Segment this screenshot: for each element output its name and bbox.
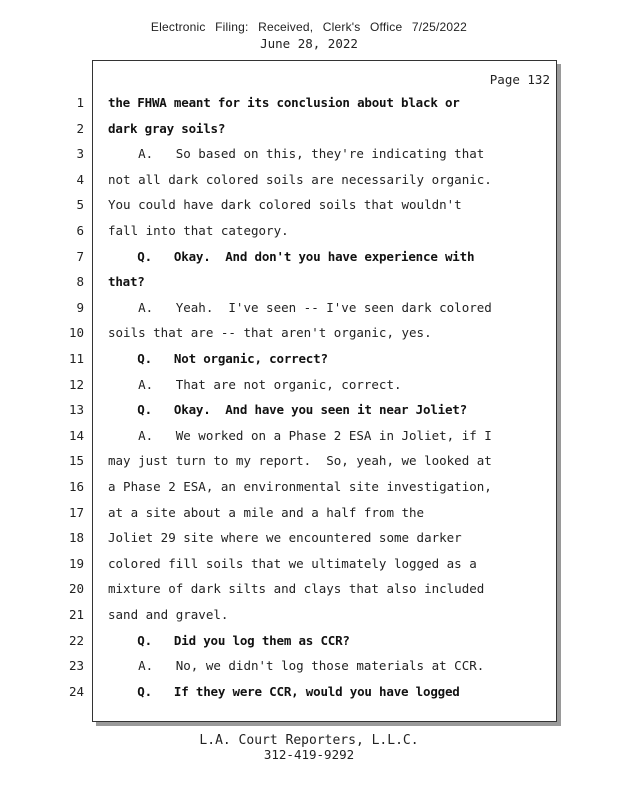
line-number: 7 [76, 248, 84, 264]
transcript-line [0, 346, 618, 372]
transcript-line [0, 397, 618, 423]
line-number: 17 [68, 504, 84, 520]
transcript-line [0, 679, 618, 705]
transcript-line [0, 192, 618, 218]
line-number: 15 [68, 453, 84, 469]
line-text: A. No, we didn't log those materials at CCR. [108, 658, 485, 674]
footer-phone: 312-419-9292 [263, 747, 355, 762]
transcript-line [0, 269, 618, 295]
line-number: 23 [68, 658, 84, 674]
line-text: the FHWA meant for its conclusion about black or [108, 95, 460, 110]
transcript-line [0, 448, 618, 474]
transcript-line [0, 167, 618, 193]
transcript-line [0, 141, 618, 167]
transcript-line [0, 474, 618, 500]
line-text: colored fill soils that we ultimately logged as a [108, 555, 477, 571]
line-number: 5 [76, 197, 84, 213]
line-text: may just turn to my report. So, yeah, we looked at [108, 453, 492, 469]
transcript-line [0, 244, 618, 270]
line-text: Q. If they were CCR, would you have logged [108, 683, 460, 699]
line-number: 3 [76, 146, 84, 162]
transcript-line [0, 576, 618, 602]
transcript-line [0, 423, 618, 449]
transcript-line [0, 551, 618, 577]
transcript-line [0, 525, 618, 551]
line-text: A. That are not organic, correct. [108, 376, 402, 392]
line-text: A. Yeah. I've seen -- I've seen dark colored [108, 299, 492, 315]
transcript-line [0, 116, 618, 142]
page-number: Page 132 [489, 72, 550, 87]
transcript-line [0, 500, 618, 526]
line-text: sand and gravel. [108, 607, 229, 622]
transcript-line [0, 218, 618, 244]
line-number: 8 [76, 274, 84, 290]
line-number: 12 [68, 376, 84, 392]
line-number: 6 [76, 223, 84, 238]
transcript-line [0, 653, 618, 679]
line-number: 24 [68, 683, 84, 699]
line-number: 11 [68, 351, 84, 366]
line-number: 14 [68, 427, 84, 443]
transcript-line [0, 295, 618, 321]
transcript-line [0, 628, 618, 654]
line-text: Q. Okay. And have you seen it near Joliet? [108, 402, 467, 418]
line-text: fall into that category. [108, 223, 289, 238]
line-text: that? [108, 274, 145, 290]
line-number: 16 [68, 479, 84, 494]
line-text: a Phase 2 ESA, an environmental site investigation, [108, 479, 492, 494]
line-number: 19 [68, 555, 84, 571]
line-number: 9 [76, 299, 84, 315]
line-text: Q. Not organic, correct? [108, 351, 328, 366]
line-number: 2 [76, 120, 84, 136]
line-number: 10 [68, 325, 84, 341]
line-number: 21 [68, 607, 84, 622]
deposition-date: June 28, 2022 [260, 36, 358, 51]
line-text: Joliet 29 site where we encountered some darker [108, 530, 462, 546]
line-text: at a site about a mile and a half from the [108, 504, 425, 520]
line-text: mixture of dark silts and clays that also included [108, 581, 485, 597]
line-text: soils that are -- that aren't organic, yes. [108, 325, 432, 341]
transcript-line [0, 602, 618, 628]
transcript-line [0, 90, 618, 116]
line-text: A. So based on this, they're indicating that [108, 146, 485, 162]
transcript-line [0, 372, 618, 398]
line-number: 18 [68, 530, 84, 546]
line-number: 20 [68, 581, 84, 597]
line-text: Q. Did you log them as CCR? [108, 632, 350, 648]
line-text: not all dark colored soils are necessarily organic. [108, 171, 492, 187]
line-number: 4 [76, 171, 84, 187]
footer-company: L.A. Court Reporters, L.L.C. [199, 733, 419, 748]
line-number: 22 [68, 632, 84, 648]
line-text: A. We worked on a Phase 2 ESA in Joliet, if I [108, 427, 492, 443]
line-number: 1 [76, 95, 84, 110]
line-text: dark gray soils? [108, 120, 226, 136]
transcript-line [0, 320, 618, 346]
line-text: Q. Okay. And don't you have experience with [108, 248, 475, 264]
line-number: 13 [68, 402, 84, 418]
line-text: You could have dark colored soils that wouldn't [108, 197, 462, 213]
filing-stamp: Electronic Filing: Received, Clerk's Office 7/25/2022 [150, 20, 468, 34]
